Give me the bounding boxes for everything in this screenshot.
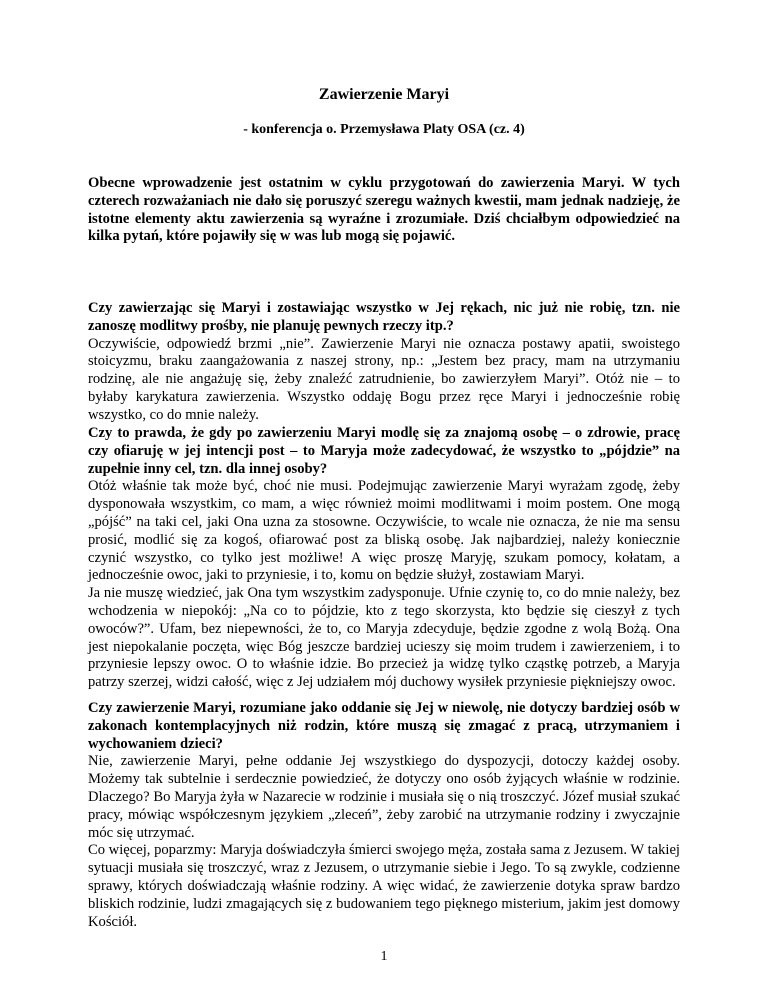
section-paragraph: Oczywiście, odpowiedź brzmi „nie”. Zawierzenie Maryi nie oznacza postawy apatii, swoistego stoicyzmu, braku zaangażowania z naszej strony, np.: „Jestem bez pracy, mam na utrzymaniu rodzinę, ale nie angażuję się, żeby znaleźć zatrudnienie, bo zawierzyłem Maryi”. Otóż nie – to byłaby karykatura zawierzenia. Wszystko oddaję Bogu przez ręce Maryi i jednocześnie robię wszystko, co do mnie należy. bbox=[88, 335, 680, 423]
section-question: Czy zawierzenie Maryi, rozumiane jako oddanie się Jej w niewolę, nie dotyczy bardziej osób w zakonach kontemplacyjnych niż rodzin, które muszą się zmagać z pracą, utrzymaniem i wychowaniem dzieci? bbox=[88, 700, 680, 752]
section-3 bbox=[88, 700, 680, 931]
section-question: Czy zawierzając się Maryi i zostawiając wszystko w Jej rękach, nic już nie robię, tzn. nie zanoszę modlitwy prośby, nie planuję pewnych rzeczy itp.? bbox=[88, 300, 680, 334]
section-paragraph: Nie, zawierzenie Maryi, pełne oddanie Jej wszystkiego do dyspozycji, dotoczy każdej osoby. Możemy tak subtelnie i serdecznie powiedzieć, że dotyczy ono osób żyjących właśnie w rodzinie. Dlaczego? Bo Maryja żyła w Nazarecie w rodzinie i musiała się o nią troszczyć. Józef musiał szukać pracy, mówiąc współczesnym językiem „zleceń”, żeby zarobić na utrzymanie rodziny i zwyczajnie móc się utrzymać. bbox=[88, 753, 680, 841]
section-2 bbox=[88, 425, 680, 692]
section-paragraph: Ja nie muszę wiedzieć, jak Ona tym wszystkim zadysponuje. Ufnie czynię to, co do mnie należy, bez wchodzenia w niepokój: „Na co to pójdzie, kto z tego skorzysta, kto będzie się cieszył z tych owoców?”. Ufam, bez niepewności, że to, co Maryja zdecyduje, będzie zgodne z wolą Bożą. Ona jest niepokalanie poczęta, więc Bóg jeszcze bardziej ucieszy się moim trudem i zawierzeniem, i to przyniesie lepszy owoc. O to właśnie idzie. Bo przecież ja widzę tylko cząstkę potrzeb, a Maryja patrzy szerzej, widzi całość, więc z Jej udziałem mój duchowy wysiłek przyniesie piękniejszy owoc. bbox=[88, 585, 680, 691]
document-subtitle: - konferencja o. Przemysława Platy OSA (cz. 4) bbox=[243, 122, 525, 137]
intro-paragraph: Obecne wprowadzenie jest ostatnim w cyklu przygotowań do zawierzenia Maryi. W tych czterech rozważaniach nie dało się poruszyć szeregu ważnych kwestii, mam jednak nadzieję, że istotne elementy aktu zawierzenia są wyraźne i zrozumiałe. Dziś chciałbym odpowiedzieć na kilka pytań, które pojawiły się w was lub mogą się pojawić. bbox=[88, 175, 680, 245]
page-number: 1 bbox=[380, 949, 388, 964]
section-question: Czy to prawda, że gdy po zawierzeniu Maryi modlę się za znajomą osobę – o zdrowie, pracę czy ofiaruję w jej intencji post – to Maryja może zadecydować, że wszystko to „pójdzie” na zupełnie inny cel, tzn. dla innej osoby? bbox=[88, 425, 680, 477]
section-paragraph: Co więcej, poparzmy: Maryja doświadczyła śmierci swojego męża, została sama z Jezusem. W takiej sytuacji musiała się troszczyć, wraz z Jezusem, o utrzymanie siebie i Jego. To są zwykle, codzienne sprawy, których doświadczają właśnie rodziny. A więc widać, że zawierzenie dotyka spraw bardzo bliskich rodzinie, ludzi zmagających się z budowaniem tego pięknego misterium, jakim jest domowy Kościół. bbox=[88, 842, 680, 930]
section-paragraph: Otóż właśnie tak może być, choć nie musi. Podejmując zawierzenie Maryi wyrażam zgodę, żeby dysponowała wszystkim, co mam, a więc również moimi modlitwami i moim postem. One mogą „pójść” na taki cel, jaki Ona uzna za stosowne. Oczywiście, to wcale nie oznacza, że nie ma sensu prosić, modlić się za kogoś, ofiarować post za bliską osobę. Jak najbardziej, należy koniecznie czynić wszystko, co tylko jest możliwe! A więc proszę Maryję, szukam pomocy, kołatam, a jednocześnie owoc, jaki to przyniesie, i to, komu on będzie służył, zostawiam Maryi. bbox=[88, 478, 680, 584]
section-1 bbox=[88, 300, 680, 425]
document-title: Zawierzenie Maryi bbox=[318, 86, 450, 103]
